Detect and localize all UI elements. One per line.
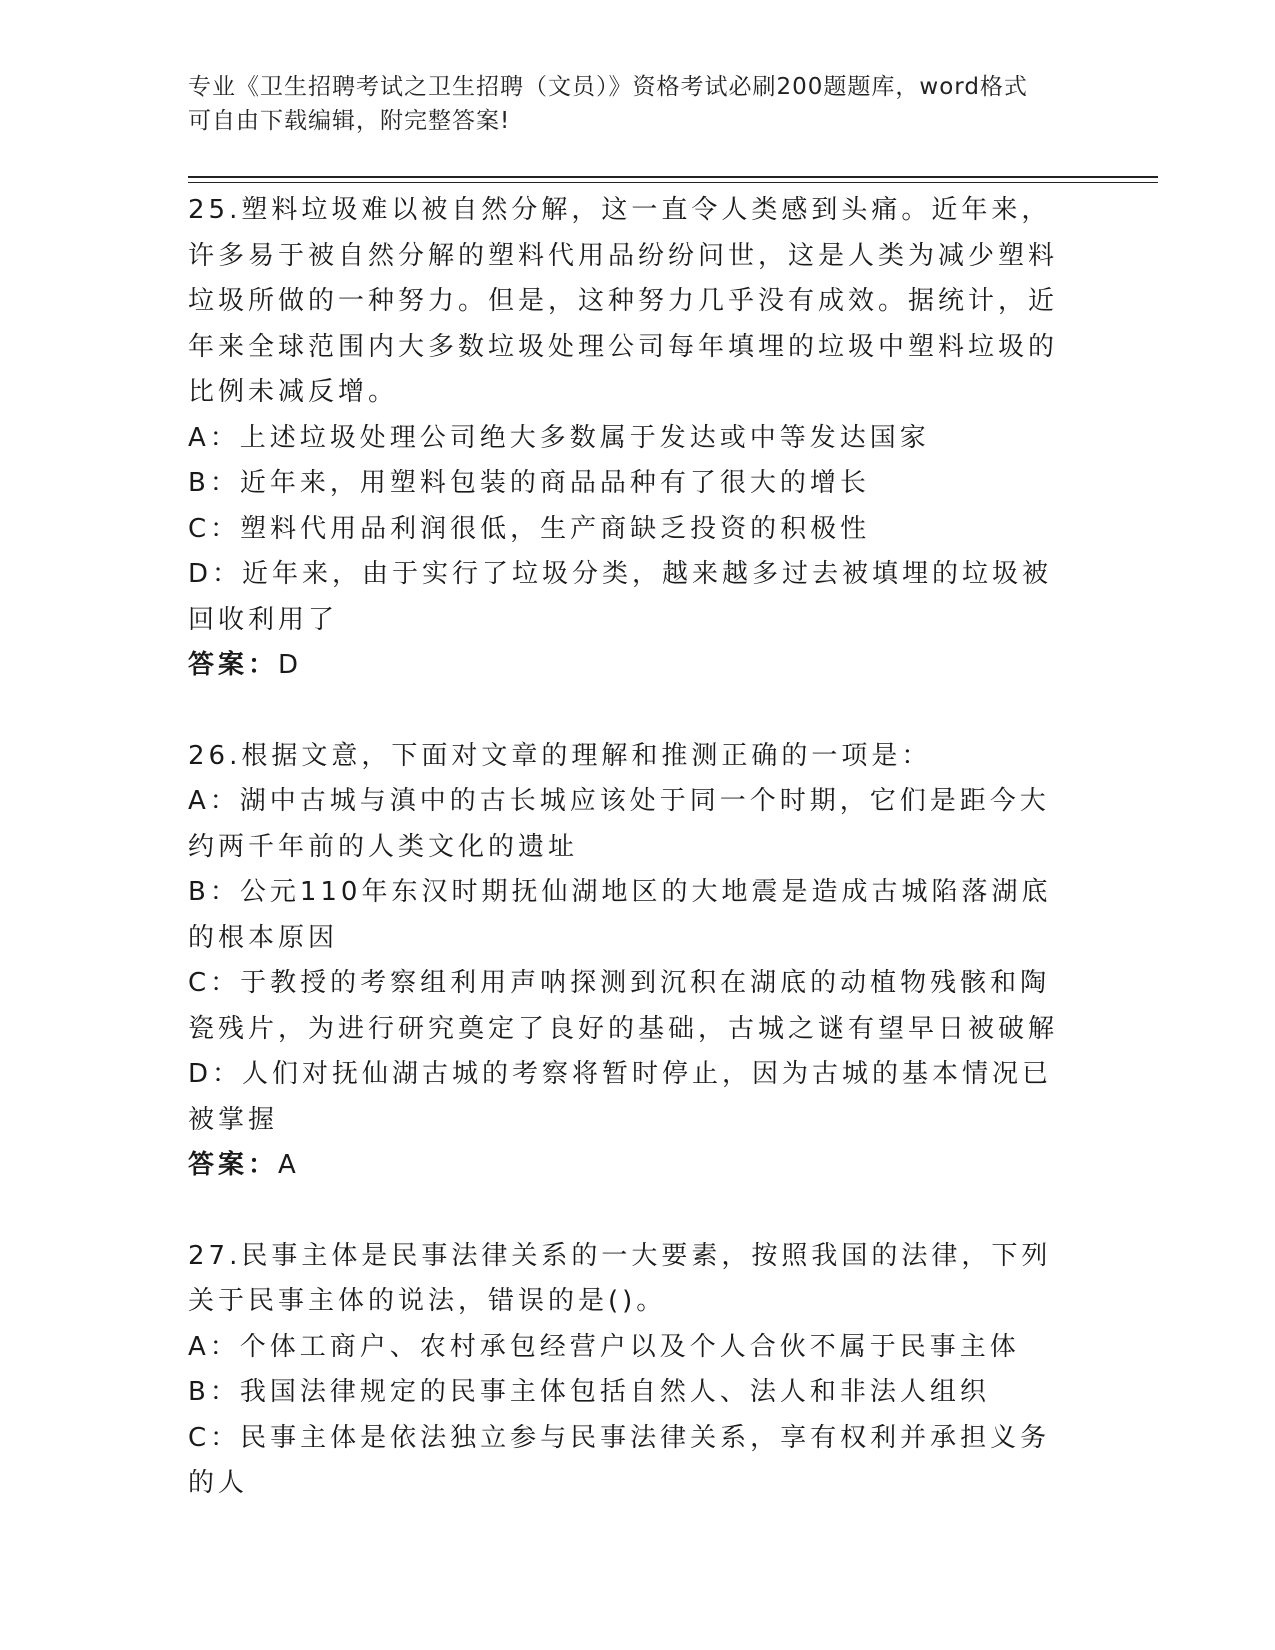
question-list bbox=[188, 188, 1078, 1507]
option-b: B：近年来，用塑料包装的商品品种有了很大的增长 bbox=[188, 468, 870, 498]
question-25 bbox=[188, 188, 1078, 689]
option-c: C：民事主体是依法独立参与民事法律关系，享有权利并承担义务的人 bbox=[188, 1422, 1051, 1498]
header-line-1: 专业《卫生招聘考试之卫生招聘（文员）》资格考试必刷200题题库，word格式 bbox=[188, 74, 1028, 100]
header-divider-thin bbox=[188, 182, 1158, 183]
question-spacer bbox=[188, 689, 1078, 734]
option-a: A：个体工商户、农村承包经营户以及个人合伙不属于民事主体 bbox=[188, 1331, 1020, 1362]
question-stem: 26.根据文意，下面对文章的理解和推测正确的一项是： bbox=[188, 740, 932, 771]
option-c: C：塑料代用品利润很低，生产商缺乏投资的积极性 bbox=[188, 513, 871, 544]
option-c: C：于教授的考察组利用声呐探测到沉积在湖底的动植物残骸和陶瓷残片，为进行研究奠定了良好的基础，古城之谜有望早日被破解 bbox=[188, 968, 1059, 1044]
option-a: A：湖中古城与滇中的古长城应该处于同一个时期，它们是距今大约两千年前的人类文化的遗址 bbox=[188, 786, 1050, 862]
option-d: D：近年来，由于实行了垃圾分类，越来越多过去被填埋的垃圾被回收利用了 bbox=[188, 559, 1053, 635]
answer-line bbox=[188, 1143, 1078, 1189]
question-26 bbox=[188, 734, 1078, 1189]
question-stem: 25.塑料垃圾难以被自然分解，这一直令人类感到头痛。近年来，许多易于被自然分解的塑料代用品纷纷问世，这是人类为减少塑料垃圾所做的一种努力。但是，这种努力几乎没有成效。据统计，近年来全球范围内大多数垃圾处理公司每年填埋的垃圾中塑料垃圾的比例未减反增。 bbox=[188, 195, 1059, 407]
answer-value: D bbox=[278, 650, 303, 680]
option-a: A：上述垃圾处理公司绝大多数属于发达或中等发达国家 bbox=[188, 422, 930, 453]
answer-label: 答案： bbox=[188, 650, 279, 680]
answer-label: 答案： bbox=[188, 1150, 279, 1180]
answer-value: A bbox=[278, 1150, 300, 1180]
question-27 bbox=[188, 1234, 1078, 1507]
option-d: D：人们对抚仙湖古城的考察将暂时停止，因为古城的基本情况已被掌握 bbox=[188, 1059, 1053, 1135]
option-b: B：公元110年东汉时期抚仙湖地区的大地震是造成古城陷落湖底的根本原因 bbox=[188, 877, 1052, 953]
header-line-2: 可自由下载编辑，附完整答案! bbox=[188, 108, 511, 134]
header-divider-thick bbox=[188, 176, 1158, 178]
question-spacer bbox=[188, 1189, 1078, 1234]
question-stem: 27.民事主体是民事法律关系的一大要素，按照我国的法律，下列关于民事主体的说法，错误的是()。 bbox=[188, 1240, 1052, 1316]
answer-line bbox=[188, 643, 1078, 689]
option-b: B：我国法律规定的民事主体包括自然人、法人和非法人组织 bbox=[188, 1377, 990, 1407]
document-header bbox=[188, 70, 1068, 138]
